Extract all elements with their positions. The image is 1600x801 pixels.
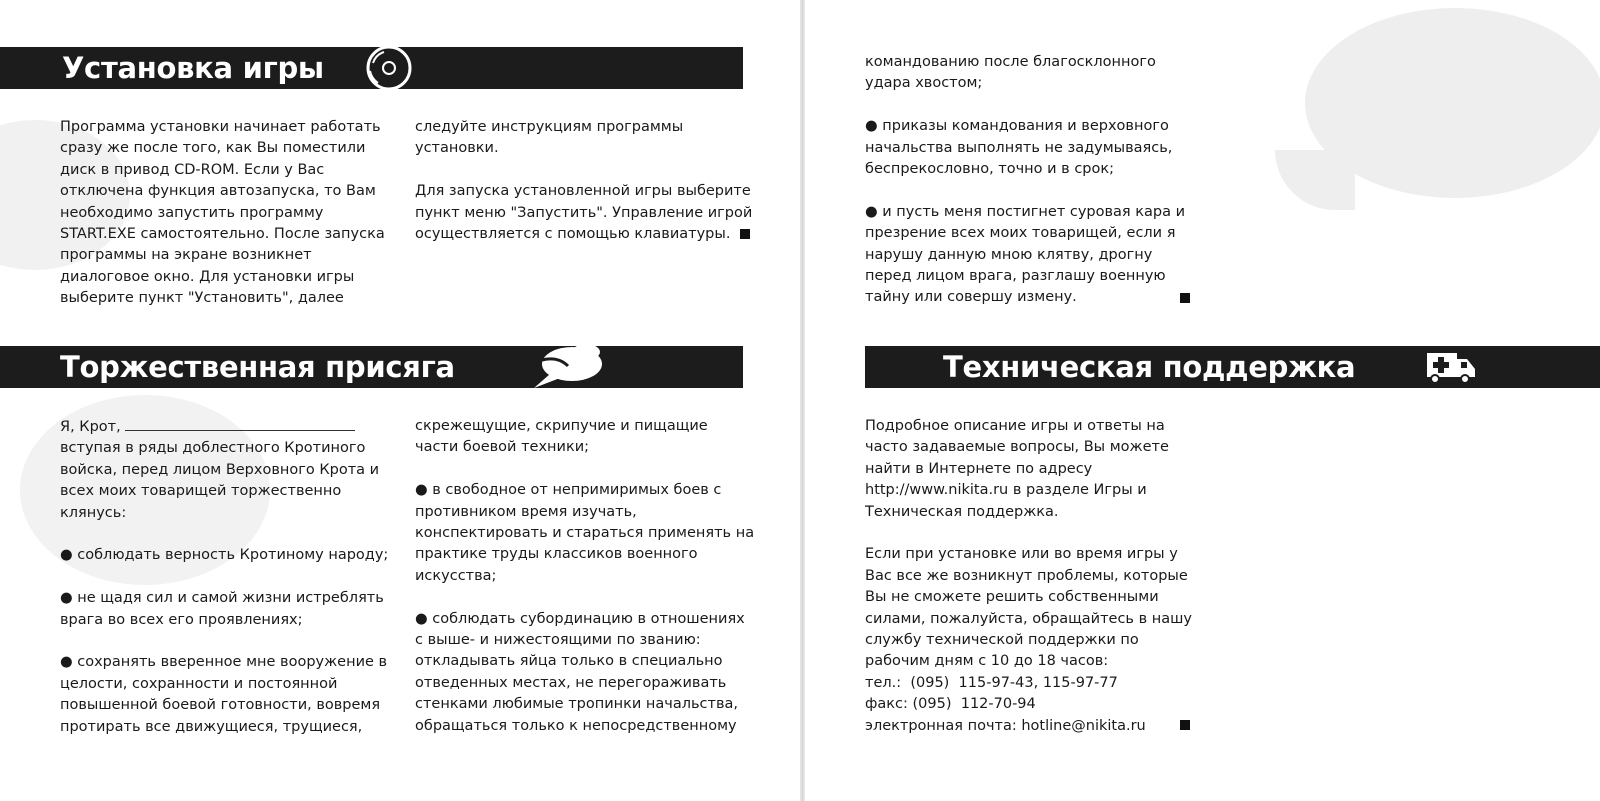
- text-line: скрежещущие, скрипучие и пищащие: [415, 418, 708, 434]
- text-line: ● не щадя сил и самой жизни истреблять: [60, 590, 384, 607]
- support-header-band: [865, 346, 1600, 388]
- speech-bubble-icon: [528, 338, 610, 398]
- text-line: войска, перед лицом Верховного Крота и: [60, 461, 380, 478]
- text-line: ● соблюдать субординацию в отношениях: [415, 610, 745, 627]
- text-line: пункт меню "Запустить". Управление игрой: [415, 204, 753, 221]
- text-line: силами, пожалуйста, обращайтесь в нашу: [865, 610, 1192, 627]
- text-line: диск в привод CD-ROM. Если у Вас: [60, 161, 325, 178]
- text-line: отведенных местах, не перегораживать: [415, 674, 727, 691]
- text-line: Вы не сможете решить собственными: [865, 589, 1159, 606]
- install-header-band: [0, 47, 743, 89]
- text-line: отключена функция автозапуска, то Вам: [60, 183, 376, 200]
- text-line: Вас все же возникнут проблемы, которые: [865, 567, 1188, 584]
- text-line: практике труды классиков военного: [415, 546, 698, 563]
- right-page: [805, 0, 1600, 801]
- text-line: вступая в ряды доблестного Кротиного: [60, 440, 366, 457]
- text-line: повышенной боевой готовности, вовремя: [60, 697, 381, 714]
- text-line: противником время изучать,: [415, 503, 637, 520]
- text-line: искусства;: [415, 567, 497, 584]
- cd-disc-icon: [360, 43, 418, 97]
- text-line: ● приказы командования и верховного: [865, 118, 1169, 135]
- text-line: начальства выполнять не задумываясь,: [865, 139, 1173, 156]
- text-line: презрение всех моих товарищей, если я: [865, 225, 1176, 242]
- text-line: перед лицом врага, разглашу военную: [865, 268, 1166, 285]
- text-line: протирать все движущиеся, трущиеся,: [60, 718, 363, 735]
- oath-column-1: [60, 416, 388, 738]
- install-column-2: [415, 117, 752, 245]
- oath-column-3: [865, 52, 1185, 309]
- text-line: Техническая поддержка.: [865, 503, 1059, 520]
- text-line: ● в свободное от непримиримых боев с: [415, 482, 722, 499]
- text-line: диалоговое окно. Для установки игры: [60, 268, 355, 285]
- text-line: удара хвостом;: [865, 75, 983, 92]
- text-line: командованию после благосклонного: [865, 54, 1156, 70]
- text-line: выберите пункт "Установить", далее: [60, 290, 344, 307]
- text-line: клянусь:: [60, 504, 127, 521]
- ambulance-icon: [1425, 349, 1479, 389]
- text-line: Для запуска установленной игры выберите: [415, 183, 751, 200]
- text-line: беспрекословно, точно и в срок;: [865, 161, 1115, 178]
- text-line: ● и пусть меня постигнет суровая кара и: [865, 203, 1186, 220]
- end-of-section-square: [740, 229, 750, 239]
- end-of-section-square: [1180, 293, 1190, 303]
- phone-line: тел.: (095) 115-97-43, 115-97-77: [865, 674, 1118, 691]
- background-decoration: [1275, 150, 1355, 210]
- text-line: тайну или совершу измену.: [865, 289, 1077, 306]
- text-line: START.EXE самостоятельно. После запуска: [60, 226, 385, 243]
- name-blank-line: [125, 416, 355, 431]
- text-line: [415, 224, 752, 245]
- text-line: Программа установки начинает работать: [60, 119, 381, 135]
- text-line: службу технической поддержки по: [865, 632, 1139, 649]
- text-line: с выше- и нижестоящими по званию:: [415, 632, 701, 649]
- text-line: необходимо запустить программу: [60, 204, 324, 221]
- text-line: нарушу данную мною клятву, дрогну: [865, 246, 1153, 263]
- text-line: откладывать яйца только в специально: [415, 653, 723, 670]
- text-line: сразу же после того, как Вы поместили: [60, 140, 366, 157]
- text-line-content: осуществляется с помощью клавиатуры.: [415, 226, 731, 243]
- text-line: следуйте инструкциям программы: [415, 119, 684, 135]
- oath-header-band: [0, 346, 743, 388]
- email-line[interactable]: электронная почта: hotline@nikita.ru: [865, 717, 1146, 734]
- text-line: ● сохранять вверенное мне вооружение в: [60, 654, 388, 671]
- oath-title: Торжественная присяга: [60, 350, 455, 384]
- text-line: программы на экране возникнет: [60, 247, 312, 264]
- text-line: найти в Интернете по адресу: [865, 460, 1093, 477]
- text-line: ● соблюдать верность Кротиному народу;: [60, 547, 389, 564]
- text-line: часто задаваемые вопросы, Вы можете: [865, 439, 1169, 456]
- text-line: врага во всех его проявлениях;: [60, 611, 303, 628]
- text-line: всех моих товарищей торжественно: [60, 483, 342, 500]
- fax-line: факс: (095) 112-70-94: [865, 696, 1036, 713]
- text-line: конспектировать и стараться применять на: [415, 525, 755, 542]
- text-line: обращаться только к непосредственному: [415, 717, 737, 734]
- text-line-content: Я, Крот,: [60, 419, 121, 435]
- support-title: Техническая поддержка: [943, 350, 1356, 384]
- text-line: установки.: [415, 140, 499, 157]
- end-of-section-square: [1180, 720, 1190, 730]
- text-line: стенками любимые тропинки начальства,: [415, 696, 738, 713]
- text-line: Подробное описание игры и ответы на: [865, 418, 1165, 434]
- text-line: рабочим дням с 10 до 18 часов:: [865, 653, 1109, 670]
- install-column-1: [60, 117, 385, 310]
- text-line: части боевой техники;: [415, 439, 590, 456]
- install-title: Установка игры: [62, 51, 324, 85]
- support-column: [865, 416, 1192, 737]
- text-line: целости, сохранности и постоянной: [60, 675, 338, 692]
- text-line: Если при установке или во время игры у: [865, 546, 1178, 563]
- oath-column-2: [415, 416, 754, 737]
- website-link[interactable]: http://www.nikita.ru в разделе Игры и: [865, 482, 1147, 499]
- oath-intro-line: [60, 416, 388, 438]
